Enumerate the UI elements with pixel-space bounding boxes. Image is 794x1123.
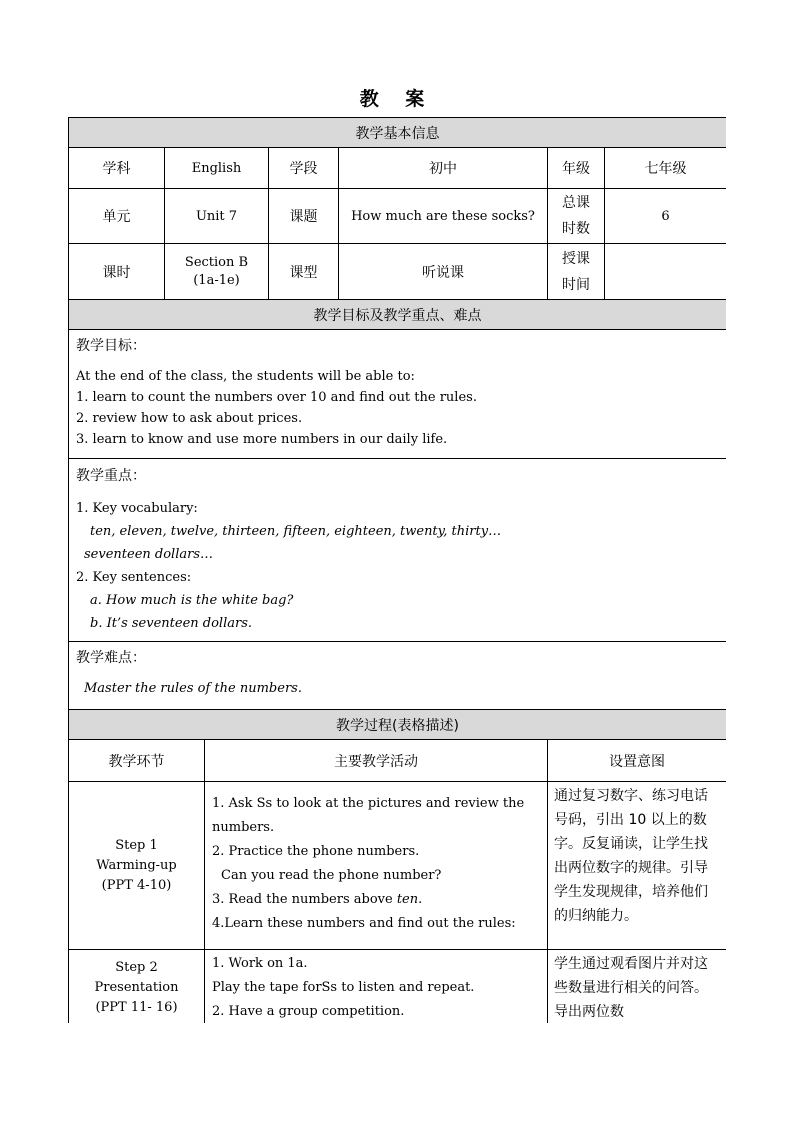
subject-value: English — [165, 148, 269, 189]
step-2-purpose: 学生通过观看图片并对这些数量进行相关的问答。导出两位数 — [548, 950, 727, 1024]
class-time-label — [548, 244, 605, 300]
key-points-label: 教学重点： — [76, 468, 146, 484]
objectives-label: 教学目标： — [76, 338, 146, 354]
step-name-line: Step 1 — [115, 837, 158, 853]
type-value: 听说课 — [339, 244, 548, 300]
section-basic-info: 教学基本信息 — [69, 118, 727, 148]
key-vocab-line: ten, eleven, twelve, thirteen, fifteen, eighteen, twenty, thirty… — [90, 524, 502, 539]
grade-value: 七年级 — [605, 148, 727, 189]
activity-line: Can you read the phone number? — [221, 868, 442, 883]
difficult-points-label: 教学难点： — [76, 650, 146, 666]
section-process: 教学过程(表格描述) — [69, 710, 727, 740]
objectives-intro: At the end of the class, the students will be able to: — [76, 369, 415, 384]
unit-value: Unit 7 — [165, 189, 269, 244]
topic-label: 课题 — [269, 189, 339, 244]
section-objectives: 教学目标及教学重点、难点 — [69, 300, 727, 330]
activity-text: 3. Read the numbers above — [212, 892, 397, 907]
key-sentence: a. How much is the white bag? — [90, 593, 294, 608]
activity-line: numbers. — [212, 820, 275, 835]
step-name-line: (PPT 4-10) — [101, 877, 172, 893]
type-label: 课型 — [269, 244, 339, 300]
key-sentences-title: 2. Key sentences: — [76, 570, 192, 585]
step-name-line: (PPT 11- 16) — [95, 1000, 178, 1015]
process-header-activities: 主要教学活动 — [205, 740, 548, 782]
key-vocab-title: 1. Key vocabulary: — [76, 501, 198, 516]
activity-line: 1. Ask Ss to look at the pictures and review the — [212, 796, 525, 811]
class-time-label-line-2: 时间 — [562, 276, 590, 293]
class-time-label-line-1: 授课 — [562, 250, 590, 267]
total-hours-label-line-2: 时数 — [562, 221, 590, 237]
subject-label: 学科 — [69, 148, 165, 189]
difficult-points-text: Master the rules of the numbers. — [84, 681, 302, 696]
document-title: 教 案 — [359, 88, 435, 110]
step-1-name — [69, 782, 205, 950]
activity-line: 1. Work on 1a. — [212, 956, 308, 971]
objectives-cell — [69, 330, 727, 459]
process-header-purpose: 设置意图 — [548, 740, 727, 782]
activity-line: 2. Have a group competition. — [212, 1004, 405, 1019]
activity-line: 4.Learn these numbers and find out the rules: — [212, 916, 516, 931]
stage-value: 初中 — [339, 148, 548, 189]
key-points-cell — [69, 459, 727, 642]
objective-item: 2. review how to ask about prices. — [76, 411, 303, 426]
key-vocab-line: seventeen dollars… — [84, 547, 213, 562]
step-1-activities — [205, 782, 548, 950]
grade-label: 年级 — [548, 148, 605, 189]
step-name-line: Presentation — [94, 980, 179, 995]
total-hours-label-line-1: 总课 — [562, 195, 590, 211]
period-value-line-2: (1a-1e) — [193, 272, 240, 288]
activity-line: Play the tape forSs to listen and repeat. — [212, 980, 475, 995]
total-hours-label — [548, 189, 605, 244]
difficult-points-cell — [69, 642, 727, 710]
activity-line: 2. Practice the phone numbers. — [212, 844, 420, 859]
activity-line-with-italic — [212, 888, 540, 912]
topic-value: How much are these socks? — [339, 189, 548, 244]
step-2-activities — [205, 950, 548, 1024]
objective-item: 3. learn to know and use more numbers in our daily life. — [76, 432, 448, 447]
stage-label: 学段 — [269, 148, 339, 189]
step-name-line: Step 2 — [115, 960, 158, 975]
activity-italic-word: ten. — [396, 892, 423, 907]
period-value — [165, 244, 269, 300]
lesson-plan-table — [68, 117, 726, 1023]
unit-label: 单元 — [69, 189, 165, 244]
step-2-name — [69, 950, 205, 1024]
period-value-line-1: Section B — [184, 254, 249, 270]
objective-item: 1. learn to count the numbers over 10 and find out the rules. — [76, 390, 477, 405]
class-time-value — [605, 244, 727, 300]
step-1-purpose: 通过复习数字、练习电话号码，引出 10 以上的数字。反复诵读，让学生找出两位数字的规律。引导学生发现规律，培养他们的归纳能力。 — [548, 782, 727, 950]
step-name-line: Warming-up — [96, 857, 177, 873]
total-hours-value: 6 — [605, 189, 727, 244]
process-header-stage: 教学环节 — [69, 740, 205, 782]
period-label: 课时 — [69, 244, 165, 300]
key-sentence: b. It’s seventeen dollars. — [90, 616, 253, 631]
